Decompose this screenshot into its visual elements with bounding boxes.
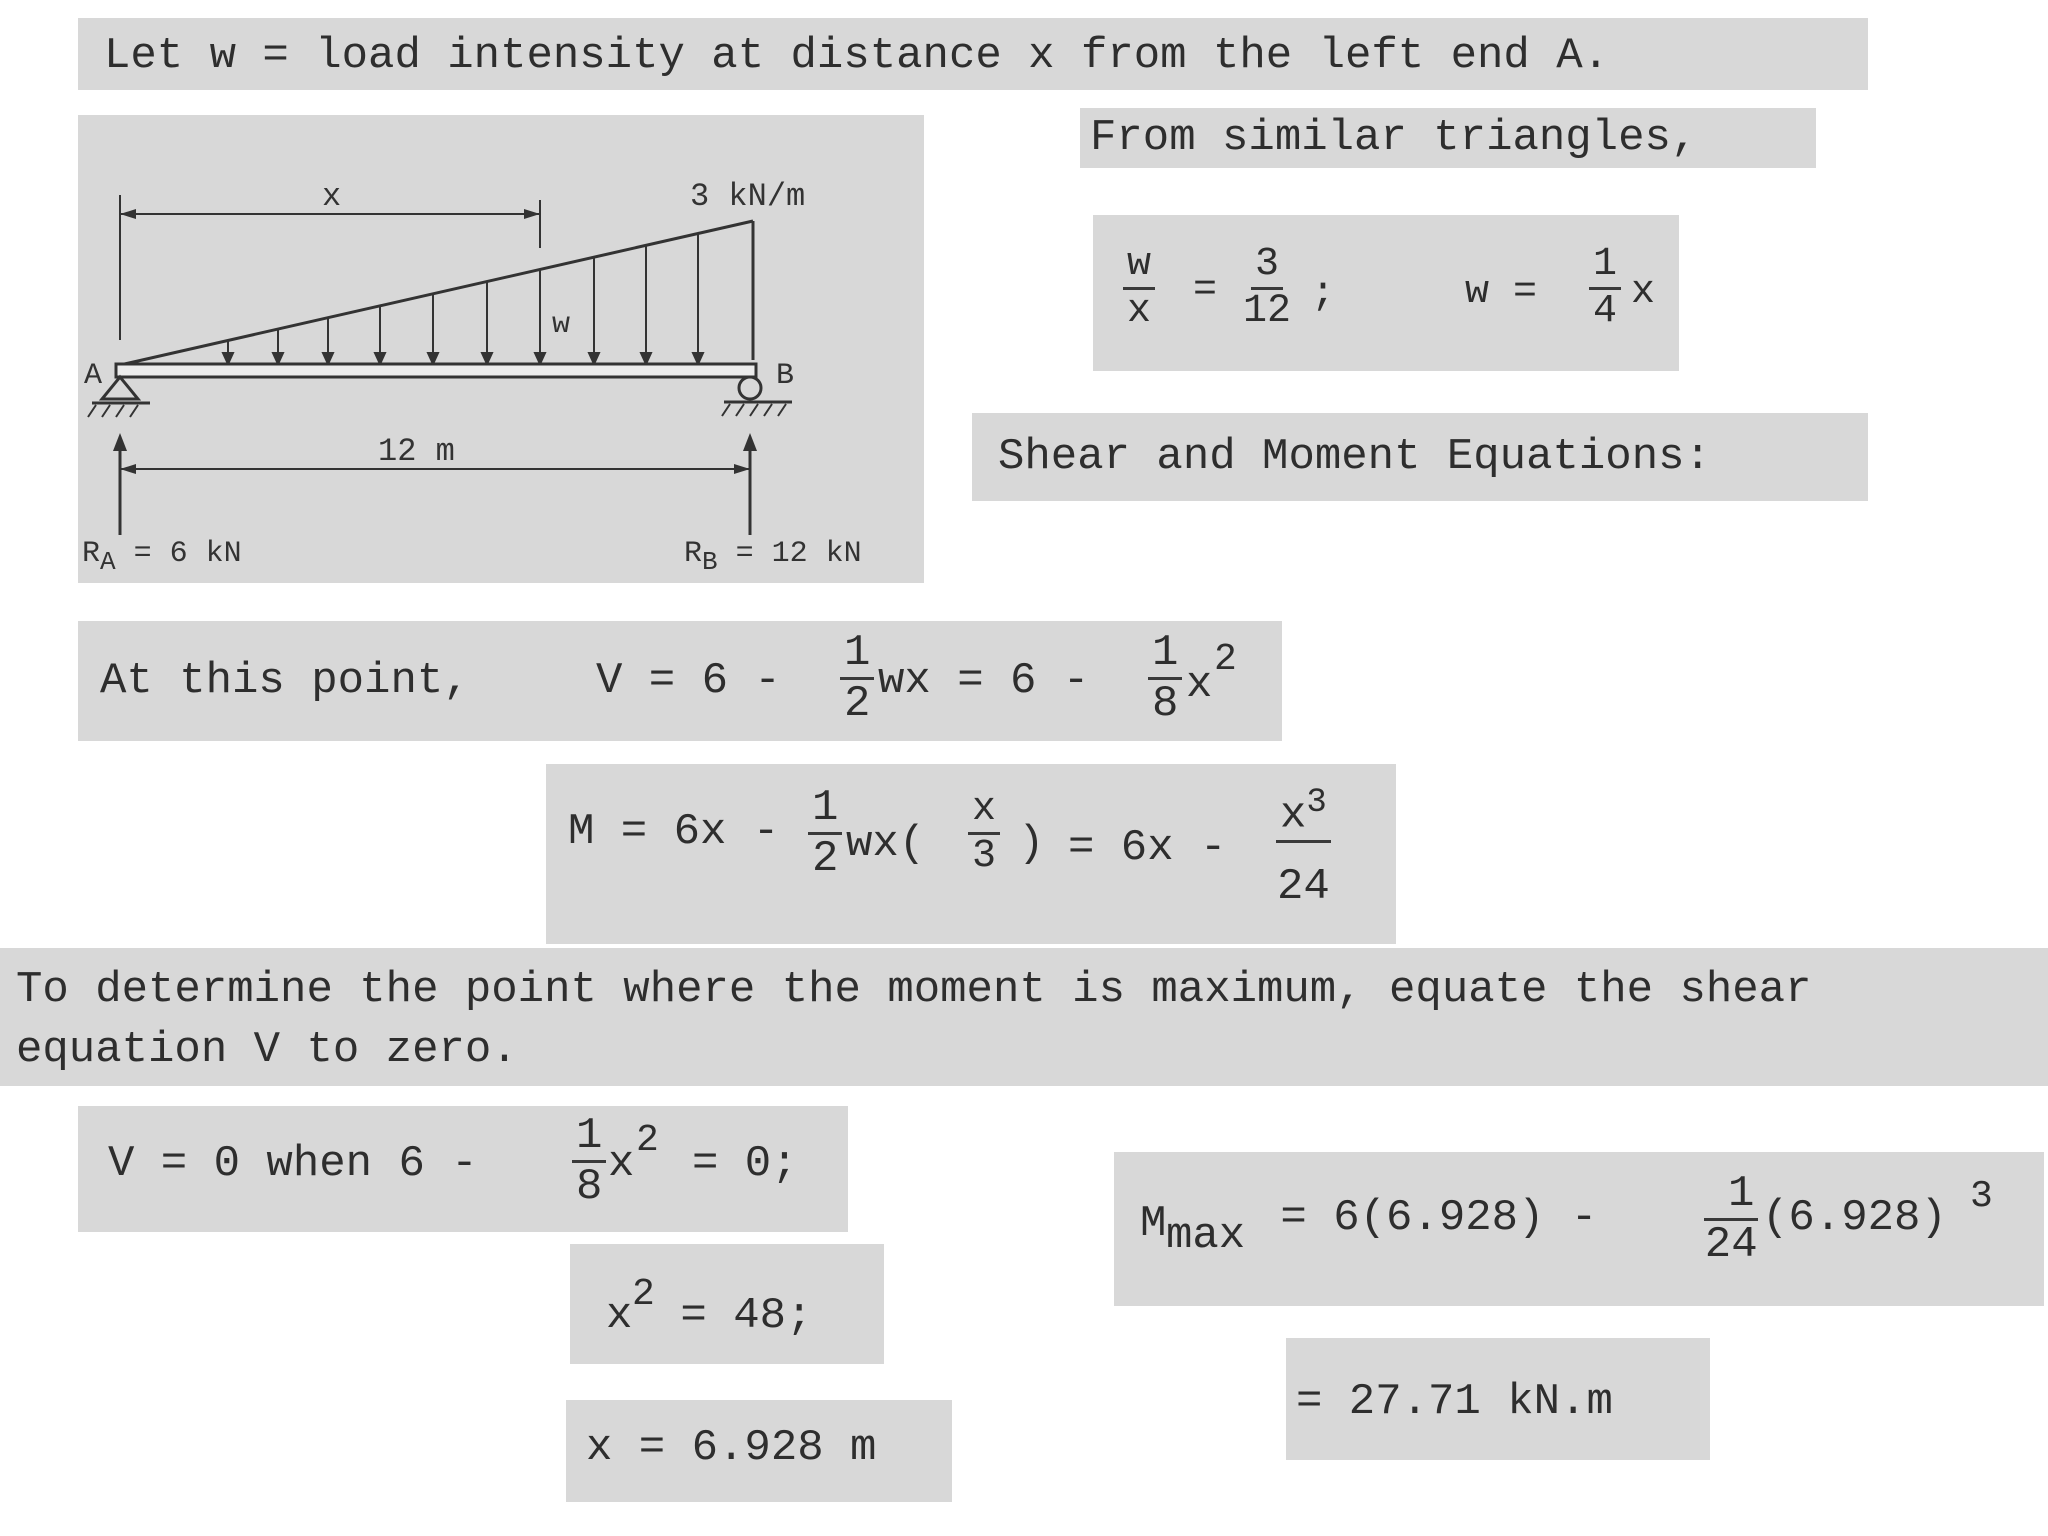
moment-eq-box (546, 764, 1396, 944)
mmax-box (1114, 1152, 2044, 1306)
intro-text: Let w = load intensity at distance x from the left end A. (104, 31, 1610, 81)
v-zero-x: x (608, 1139, 635, 1189)
ratio-lhs-fraction (1123, 242, 1155, 334)
shear-f1-den: 2 (844, 679, 871, 729)
moment-eq-close: ) (1018, 819, 1045, 869)
determine-line-1: To determine the point where the moment is maximum, equate the shear (16, 965, 1812, 1015)
result-value: = 27.71 kN.m (1296, 1377, 1613, 1427)
label-x: x (322, 178, 342, 215)
shear-f1-num: 1 (840, 631, 874, 680)
moment-f2-den: 3 (972, 834, 997, 879)
shear-f2-num: 1 (1148, 631, 1182, 680)
moment-f1-num: 1 (808, 786, 842, 835)
beam-diagram-svg (78, 115, 924, 583)
mmax-rest: = 6(6.928) - (1254, 1193, 1598, 1243)
moment-f3-num (1276, 786, 1331, 843)
similar-text: From similar triangles, (1090, 113, 1698, 163)
moment-f1-den: 2 (812, 834, 839, 884)
x-value: x = 6.928 m (586, 1423, 877, 1473)
mmax-tail: (6.928) (1762, 1193, 1947, 1243)
label-b: B (776, 359, 795, 393)
moment-f3 (1276, 784, 1331, 912)
x-value-box (566, 1400, 952, 1502)
label-load: 3 kN/m (690, 178, 806, 215)
ratio-rhs-num: 3 (1251, 245, 1283, 290)
x-squared-x: x (606, 1291, 633, 1341)
ratio-w-num: 1 (1589, 245, 1621, 290)
v-zero-den: 8 (576, 1162, 603, 1212)
ratio-w-eq: w = (1465, 270, 1538, 315)
v-zero-exp: 2 (636, 1119, 659, 1162)
result-box (1286, 1338, 1710, 1460)
shear-f1 (840, 628, 874, 729)
shear-eq-v: V = 6 - (596, 656, 781, 706)
ratio-eq: = (1193, 268, 1218, 313)
moment-f3-num-exp: 3 (1306, 784, 1327, 822)
x-squared-rest: = 48; (654, 1291, 813, 1341)
shear-f2-den: 8 (1152, 679, 1179, 729)
x-squared-box (570, 1244, 884, 1364)
moment-f2-num: x (968, 790, 1000, 835)
mmax-sub: max (1166, 1211, 1246, 1261)
moment-f3-num-x: x (1280, 790, 1307, 841)
ratio-lhs-num: w (1123, 245, 1155, 290)
mmax-m: M (1140, 1199, 1167, 1249)
intro-box (78, 18, 1868, 90)
moment-f3-den: 24 (1277, 861, 1330, 912)
shear-eq-prefix: At this point, (100, 656, 470, 706)
ratio-lhs-den: x (1127, 289, 1152, 334)
determine-box (0, 948, 2048, 1086)
reaction-a-label: RA = 6 kN (82, 537, 242, 577)
moment-f2 (968, 787, 1000, 879)
mmax-fraction (1704, 1169, 1758, 1270)
ratio-semi: ; (1311, 272, 1336, 317)
mmax-den: 24 (1704, 1220, 1758, 1270)
v-zero-fraction (572, 1111, 606, 1212)
mmax-exp: 3 (1970, 1175, 1993, 1218)
moment-f1 (808, 783, 842, 884)
v-zero-num: 1 (572, 1114, 606, 1163)
ratio-w-den: 4 (1593, 289, 1618, 334)
reaction-b-label: RB = 12 kN (684, 537, 862, 577)
v-zero-prefix: V = 0 when 6 - (108, 1139, 478, 1189)
label-span: 12 m (378, 433, 455, 470)
ratio-box (1093, 215, 1679, 371)
determine-line-2: equation V to zero. (16, 1025, 518, 1075)
shear-eq-exp: 2 (1214, 638, 1237, 681)
v-zero-box (78, 1106, 848, 1232)
shear-eq-mid: wx = 6 - (878, 656, 1090, 706)
ratio-rhs-den: 12 (1243, 289, 1292, 334)
label-a: A (84, 359, 103, 393)
x-squared-exp: 2 (632, 1273, 655, 1316)
ratio-w-x: x (1631, 270, 1656, 315)
ratio-rhs-fraction (1243, 242, 1292, 334)
moment-eq-wx: wx( (846, 819, 926, 869)
shear-eq-box (78, 621, 1282, 741)
shear-f2 (1148, 628, 1182, 729)
ratio-w-fraction (1589, 242, 1621, 334)
moment-eq-eq: = 6x - (1068, 823, 1227, 873)
similar-box (1080, 108, 1816, 168)
mmax-num: 1 (1704, 1172, 1758, 1221)
shear-heading: Shear and Moment Equations: (998, 432, 1711, 482)
beam-diagram (78, 115, 924, 583)
label-w: w (552, 308, 571, 342)
shear-heading-box (972, 413, 1868, 501)
moment-eq-m: M = 6x - (568, 807, 780, 857)
v-zero-suffix: = 0; (692, 1139, 798, 1189)
shear-eq-x: x (1186, 660, 1213, 710)
